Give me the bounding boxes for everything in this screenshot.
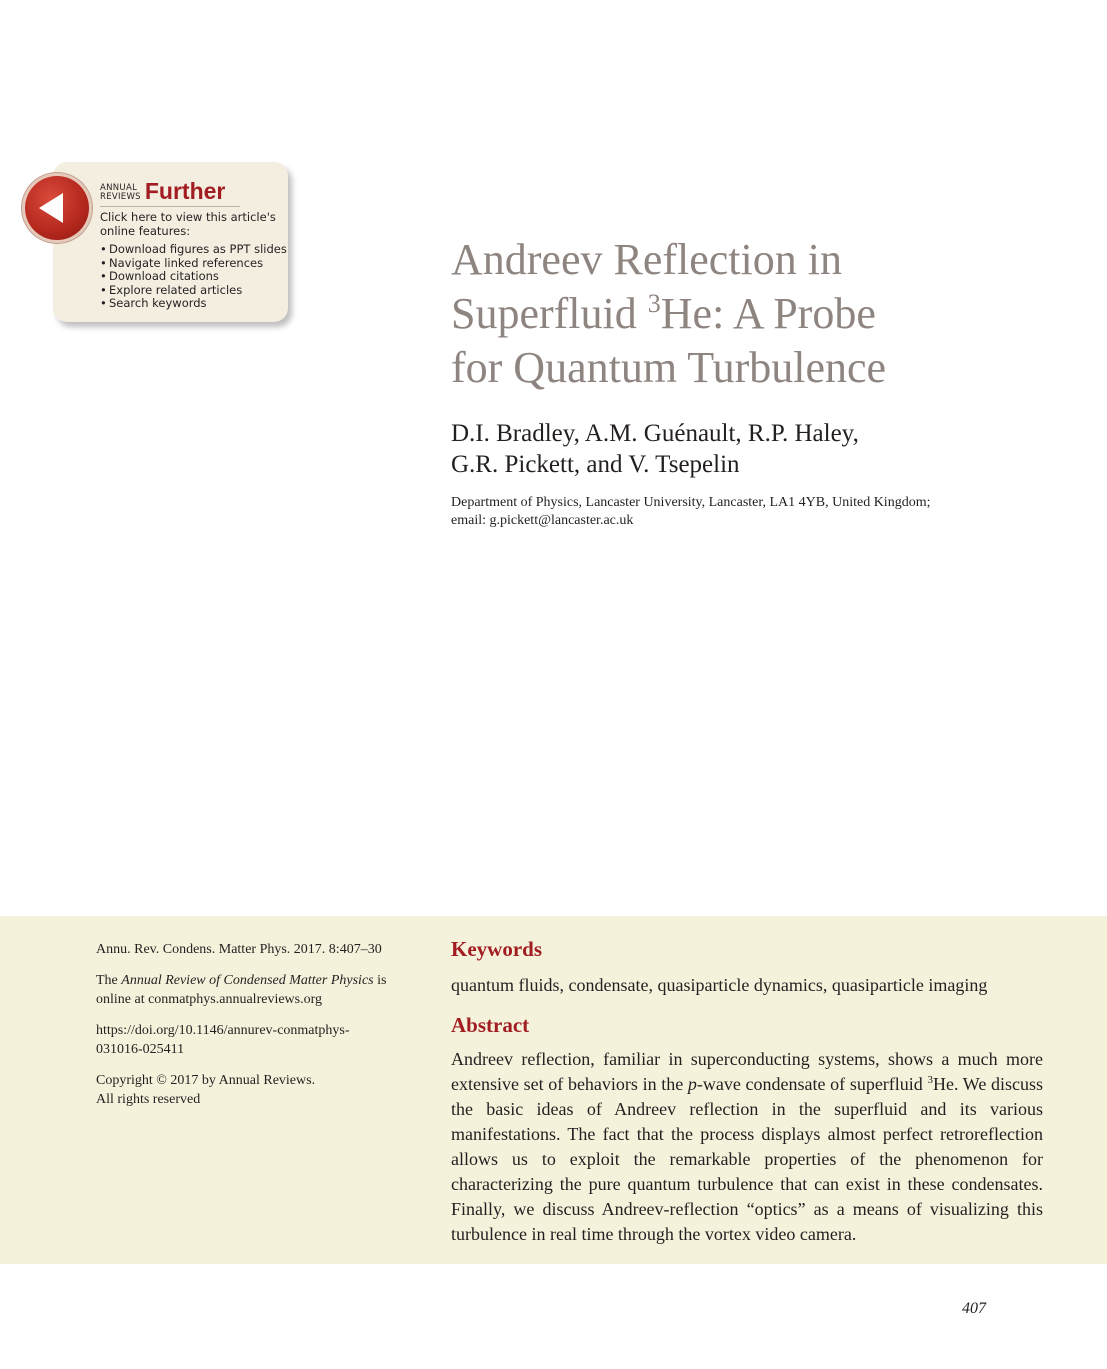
click-here-link[interactable]: Click here <box>100 210 157 224</box>
title-line-2-post: He: A Probe <box>660 289 876 338</box>
title-line-3: for Quantum Turbulence <box>451 343 887 392</box>
doi-line-2[interactable]: 031016-025411 <box>96 1042 185 1057</box>
abstract-italic-p: p <box>687 1074 697 1094</box>
abstract-part-2: -wave condensate of superfluid <box>696 1074 928 1094</box>
title-line-2-pre: Superfluid <box>451 289 648 338</box>
back-arrow-glyph <box>25 176 89 240</box>
affiliation-email[interactable]: email: g.pickett@lancaster.ac.uk <box>451 513 634 528</box>
annual-reviews-brand <box>100 176 290 204</box>
journal-name: Annual Review of Condensed Matter Physics <box>121 973 374 988</box>
citation: Annu. Rev. Condens. Matter Phys. 2017. 8:407–30 <box>96 942 382 957</box>
copyright-line-2: All rights reserved <box>96 1092 201 1107</box>
online-notice-pre: The <box>96 973 122 988</box>
further-intro <box>100 211 290 238</box>
feature-download-figures[interactable]: • Download figures as PPT slides <box>100 243 290 257</box>
abstract-part-3: He. We discuss the basic ideas of Andreev reflection in the superfluid and its various manifestations. The fact that the process displays almost perfect retroreflection allows us to exploit the remarkable properties of the phenomenon for characterizing the pure quantum turbulence that can exist in these condensates. Finally, we discuss Andreev-reflection “optics” as a means of visualizing this turbulence in real time through the vortex video camera. <box>451 1074 1043 1244</box>
further-divider <box>100 206 240 207</box>
feature-related-articles[interactable]: • Explore related articles <box>100 284 290 298</box>
brand-line-annual: ANNUAL <box>100 183 138 193</box>
copyright-line-1: Copyright © 2017 by Annual Reviews. <box>96 1073 316 1088</box>
further-feature-list <box>100 243 290 311</box>
back-arrow-icon[interactable] <box>25 176 89 240</box>
online-notice <box>96 971 416 1009</box>
author-list <box>451 418 1011 480</box>
brand-line-reviews: REVIEWS <box>100 192 141 202</box>
keywords-text: quantum fluids, condensate, quasiparticle dynamics, quasiparticle imaging <box>451 975 988 995</box>
feature-search-keywords[interactable]: • Search keywords <box>100 297 290 311</box>
authors-line-1: D.I. Bradley, A.M. Guénault, R.P. Haley, <box>451 420 859 447</box>
affiliation-line-1: Department of Physics, Lancaster University, Lancaster, LA1 4YB, United Kingdom; <box>451 495 931 510</box>
title-superscript: 3 <box>647 289 661 318</box>
page-number: 407 <box>962 1300 986 1317</box>
annual-reviews-logo-text <box>100 184 141 202</box>
copyright <box>96 1071 416 1109</box>
further-content <box>100 176 290 311</box>
title-line-1: Andreev Reflection in <box>451 235 842 284</box>
keywords-heading: Keywords <box>451 937 542 961</box>
affiliation <box>451 494 1051 530</box>
article-title <box>451 233 1011 395</box>
article-meta <box>96 940 416 1121</box>
further-title: Further <box>144 178 226 204</box>
feature-download-citations[interactable]: • Download citations <box>100 270 290 284</box>
doi-line-1[interactable]: https://doi.org/10.1146/annurev-conmatphys- <box>96 1023 350 1038</box>
authors-line-2: G.R. Pickett, and V. Tsepelin <box>451 451 740 478</box>
feature-navigate-references[interactable]: • Navigate linked references <box>100 257 290 271</box>
further-intro-text: to view this article's online features: <box>100 210 276 238</box>
abstract-superscript: 3 <box>927 1074 933 1086</box>
abstract-text <box>451 1047 1043 1247</box>
online-notice-post[interactable]: is online at conmatphys.annualreviews.org <box>96 973 387 1007</box>
abstract-part-1: Andreev reflection, familiar in superconducting systems, shows a much more extensive set of behaviors in the <box>451 1049 1043 1094</box>
abstract-heading: Abstract <box>451 1013 530 1037</box>
doi[interactable] <box>96 1021 416 1059</box>
